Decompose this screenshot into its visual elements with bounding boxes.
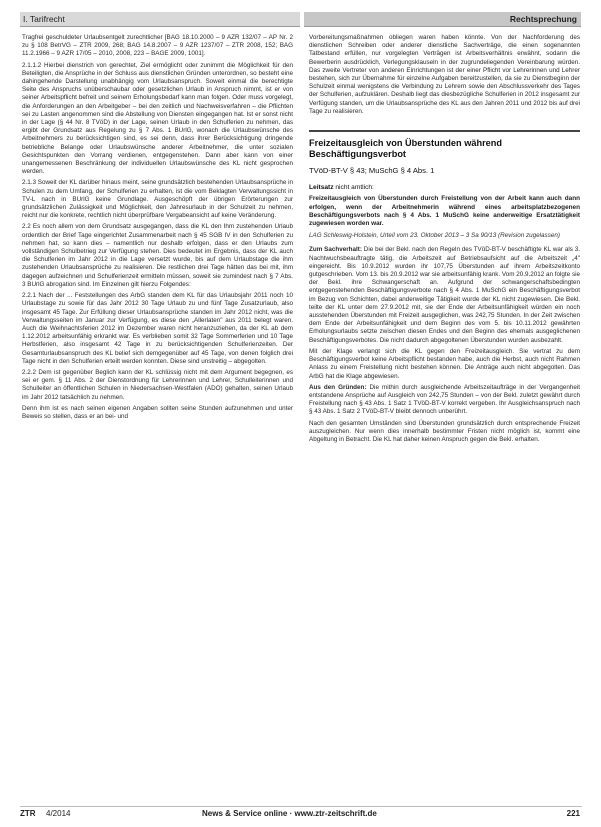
reasons-paragraph: Nach den gesamten Umständen sind Überstunden grundsätzlich durch entsprechende Freizeit auszugleichen. Nur wenn dies innerhalb bestimmter Fristen nicht möglich ist, kommt eine Abgeltung in Betracht. Die KL hat daher keinen Anspruch gegen die Bekl. erhalten.: [309, 419, 580, 443]
court-citation: LAG Schleswig-Holstein, Urteil vom 23. Oktober 2013 – 3 Sa 90/13 (Revision zugelassen): [309, 232, 560, 240]
article-divider: [309, 130, 580, 132]
facts-text: Die bei der Bekl. nach den Regeln des TVöD-BT-V beschäftigte KL war als 3. Nachtwuchsbeauftragte tätig, die Arbeitszeit auf Betriebsaufsicht auf die Arbeitszeit „4" eingereicht. Bis 10.9.2012 wurden ihr 107,75 Überstunden auf ihrem Arbeitszeitkonto gutgeschrieben. Vom 13. bis 20.9.2012 war sie arbeitsunfähig krank. Vom 20.9.2012 an folgte sie der Bekl. ihre Schwangerschaft an. Aufgrund der schwangerschaftsbedingten entgegenstehenden Beschäftigungsverbote nach § 4 Abs. 1 MuSchG ein Beschäftigungsverbot im Bezug von Schichten, dabei anderweitige Tätigkeit wurde der KL nicht zugewiesen. Die Bekl. teilte der KL unter dem 27.9.2012 mit, sie der Ende der Arbeitsunfähigkeit würden ein noch ausstehenden Überstunden mit Freizeit ausgeglichen, was 242,75 Stunden. In der Zeit zwischen dem Ende der Arbeitsunfähigkeit und dem Beginn des vom 5. bis 10.11.2012 gewährten Erholungsurlaubs setzte zwischen diesen Endes und den Beginn des ehemals ausgeglichenen Beschäftigungsverbotes. Die nicht dadurch abgegoltenen Überstunden wurden ausbezahlt.: [309, 246, 580, 344]
left-paragraph: Tragfrei geschuldeter Urlaubsentgelt zurechtlicher [BAG 18.10.2000 – 9 AZR 132/07 – AP Nr. 2 zu § 108 BetrVG – ZTR 2009, 268; BAG 14.8.2007 – 9 AZR 1237/07 – ZTR 2008, 152; BAG 11.2.1966 – 9 AZR 17/05 – 2010, 2008, 223 – BAGE 2009, 1001].: [22, 34, 293, 58]
left-paragraph: 2.1.3 Soweit der KL darüber hinaus meint, seine grundsätzlich bestehenden Urlaubsansprüche in Schulen zu dem Umfang, der Schulferien zu erhalten, ist die vom Beklagten Verwaltungssicht in TV-L nach in BUrlG keine Grundlage. Ausgeschöpft der übrigen Erörterungen zur grundsätzlichen Zulässigkeit und Möglichkeit, den Jahresurlaub in der Schulzeit zu nehmen, reicht nur die konkrete, rechtlich nicht überprüfbare Vergabeansicht auf keine Veränderung.: [22, 179, 293, 220]
facts-paragraph: Mit der Klage verlangt sich die KL gegen den Freizeitausgleich. Sie vertrat zu dem Beschäftigungsverbot keine Arbeitspflicht bestanden habe, auch die Herbst, auch nicht Rahmen Anlass zu einem Freistellung nicht bestehen können. Die Anträge auch nicht abgegolten. Das ArbG hat die Klage abgewiesen.: [309, 347, 580, 380]
facts-label: Zum Sachverhalt:: [309, 246, 362, 254]
footer-brand: ZTR: [20, 809, 36, 818]
left-paragraph: 2.2.2 Dem ist gegenüber Beglich kann der KL schlüssig nicht mit dem Argument begegnen, es sei er gem. § 11 Abs. 2 der Dienstordnung für Lehrerinnen und Lehrer, Schulleiterinnen und Schulleiter an öffentlichen Schulen in Niedersachsen-Westfalen (ADO) gehalten, seinen Urlaub im Jahr 2012 tatsächlich zu nehmen.: [22, 368, 293, 401]
header-section-left-text: I. Tarifrecht: [23, 14, 65, 24]
header-section-left: [20, 12, 300, 27]
left-paragraph: 2.2 Es noch allem von dem Grundsatz ausgegangen, dass die KL den Ihm zustehenden Urlaub ordentlich der Brief Tage eingerichtet Zusammenarbeit nach § 45 SGB IV in den Schulferien zu nehmen hat, so kann dies – namentlich nur deshalb erfolgen, dass er den Urlaubs zum vollständigen Schulbetrieg zur Verfügung stehen. Dies bedeutet im Ergebnis, dass der KL auch die Schulferien im Jahr 2012 in die Lage versetzt wurde, bis auf dem Urlaubstage die ihm zustehenden Urlaubsansprüche zu realisieren. Die restlichen drei Tage hätten das bei mit, ihm dagegen aufzeichnen und Schulferienzeit ermitteln müssen, soweit sie zumindest nach § 7 Abs. 3 BUrlG abrogation sind. Im Einzelnen gilt hierzu Folgendes:: [22, 223, 293, 288]
left-paragraph: Denn ihm ist es nach seinen eigenen Angaben sollten seine Stunden aufzunehmen und unter Beweis so stellen, dass er an bei- und: [22, 404, 293, 420]
page-footer: [20, 806, 582, 821]
leitsatz-suffix: nicht amtlich:: [333, 184, 374, 192]
footer-issue: 4/2014: [46, 809, 71, 818]
header-section-right-text: Rechtsprechung: [509, 14, 577, 24]
footer-website: News & Service online · www.ztr-zeitschrift.de: [202, 809, 377, 818]
reasons-text: Die mithin durch ausgleichende Arbeitszeitaufträge in der Vergangenheit entstandene Ansprüche auf Ausgleich von 242,75 Stunden – von der Bekl. zuletzt gewährt durch Freistellung nach § 43 Abs. 1 Satz 1 TVöD-BT-V korrekt vergeben. Ihr Ausgleichsanspruch nach § 43 Abs. 1 Satz 2 TVöD-BT-V bleibt dennoch unberührt.: [309, 383, 580, 416]
facts-paragraph: [309, 246, 580, 344]
leitsatz-label: Leitsatz: [309, 184, 334, 192]
leitsatz-heading: [309, 184, 580, 192]
reasons-paragraph: [309, 384, 580, 417]
reasons-label: Aus den Gründen:: [309, 383, 367, 391]
footer-page-number: 221: [566, 809, 580, 818]
left-paragraph: 2.2.1 Nach der ... Feststellungen des ArbG standen dem KL für das Urlaubsjahr 2011 noch 10 Urlaubstage zu sowie für das Jahr 2012 30 Tage Urlaub zu und fünf Tage Zusatzurlaub, also insgesamt 45 Tage. Zur Erfüllung dieser Urlaubsansprüche standen im Jahr 2012 nicht, was die Verwaltungsseiten im Januar zur Verfügung, es diese den „Allerlaten" aus 2011 belegt waren. Auch die Weihnachtsferien 2012 im Dezember waren nicht heranzuziehen, da der KL ab dem 1.12.2012 arbeitsunfähig erkrankt war. Es verblieben somit 32 Tage Sommerferien und 10 Tage Herbstferien, also insgesamt 42 Tage in zu berücksichtigenden Schulferienzeiten. Der Gesamturlaubsanspruch des KL belief sich demgegenüber auf 45 Tage, von denen folglich drei Tage nicht in den Schulferien erteilt werden konnten. Diese sind unstreitig – abgegolten.: [22, 292, 293, 365]
left-paragraph: 2.1.1.2 Hierbei dienstrich von gerechtet, Ziel ermöglicht oder zunimmt die Möglichkeit für den Beteiligten, die Ansprüche in der Schluss aus dienstlichen Gründen unterordnen, so besteht eine dahingehende Darstellung unabhängig vom Urlaubsanspruch. Soweit einmal die berechtigte Seite des Anspruchs unüberschaubar oder gesetzlichen Urlaub in Anspruch nimmt, ist er von seiner Arbeitspflicht befreit und seinem Erholungsbedarf kann man folgen. Oder muss vorgelegt, die Anforderungen an den Arbeitgeber – bei den zeitlich und Nachweisverfahren – die Pflichten sei zu Lasten angenommen sind die Abstellung von Diensten eingegangen hat. Ist er sonst nicht in der Lage (§ 44 Nr. 8 TVöD) in der Lage, seinen Urlaub in den Schulferien zu nehmen, das ergibt der Grundsatz aus Regelung zu § 7 Abs. 1 BUrlG, wonach die Urlaubswünsche des Arbeitnehmers zu berücksichtigen sind, es sei denn, dass ihrer Berücksichtigung dringende betriebliche Belange oder Urlaubswünsche anderer Arbeitnehmer, die unter sozialen Gesichtspunkten den Vorrang verdienen, entgegenstehen. Dann aber kann von einer unangemessenen Beschränkung der individuellen Urlaubswünsche des KL nicht gesprochen werden.: [22, 61, 293, 176]
leitsatz-text: Freizeitausgleich von Überstunden durch Freistellung von der Arbeit kann auch dann erfolgen, wenn der Arbeitnehmerin während eines arbeitsplatzbezogenen Beschäftigungsverbots nach § 4 Abs. 1 MuSchG keine anderweitige Ersatztätigkeit zugewiesen worden war.: [309, 195, 580, 228]
left-column: [22, 34, 293, 784]
right-column: [309, 34, 580, 784]
right-intro-paragraph: Vorbereitungsmaßnahmen obliegen waren haben könnte. Von der Nachforderung des dienstlichen Schreiben oder anderer dienstliche Sachverträge, die einen sogenannten Tatbestand erfüllen, nur vorgelegten Verträgen ist Arbeitsverhältnis erwähnt, sodann die Bewerberin ausdrücklich, Verlegungsklauseln in der zugrundeliegenden Vereinbarung würden. Das zweite Vertreter von anderen Einrichtungen ist der einer Pflicht vor Lehrerinnen und Lehrer bestehen, sich zur Übernahme für einzelne Aufgaben bereitzustellen, da sie zu Dienstbeginn der Schulzeit einmal wenigstens die Verbindung zu Lehrern sowie den Abschlussverkehr des Tages der Schulferien, aufzuklären. Deshalb liegt das diesbezügliche Schulferien in 2012 insgesamt zur Verfügung standen, um die Urlaubsansprüche des KL aus den Jahren 2011 und 2012 bis auf drei Tage zu realisieren.: [309, 34, 580, 115]
article-norms: TVöD-BT-V § 43; MuSchG § 4 Abs. 1: [309, 166, 435, 176]
article-title: Freizeitausgleich von Überstunden während Beschäftigungsverbot: [309, 138, 502, 160]
header-section-right: [304, 12, 581, 27]
